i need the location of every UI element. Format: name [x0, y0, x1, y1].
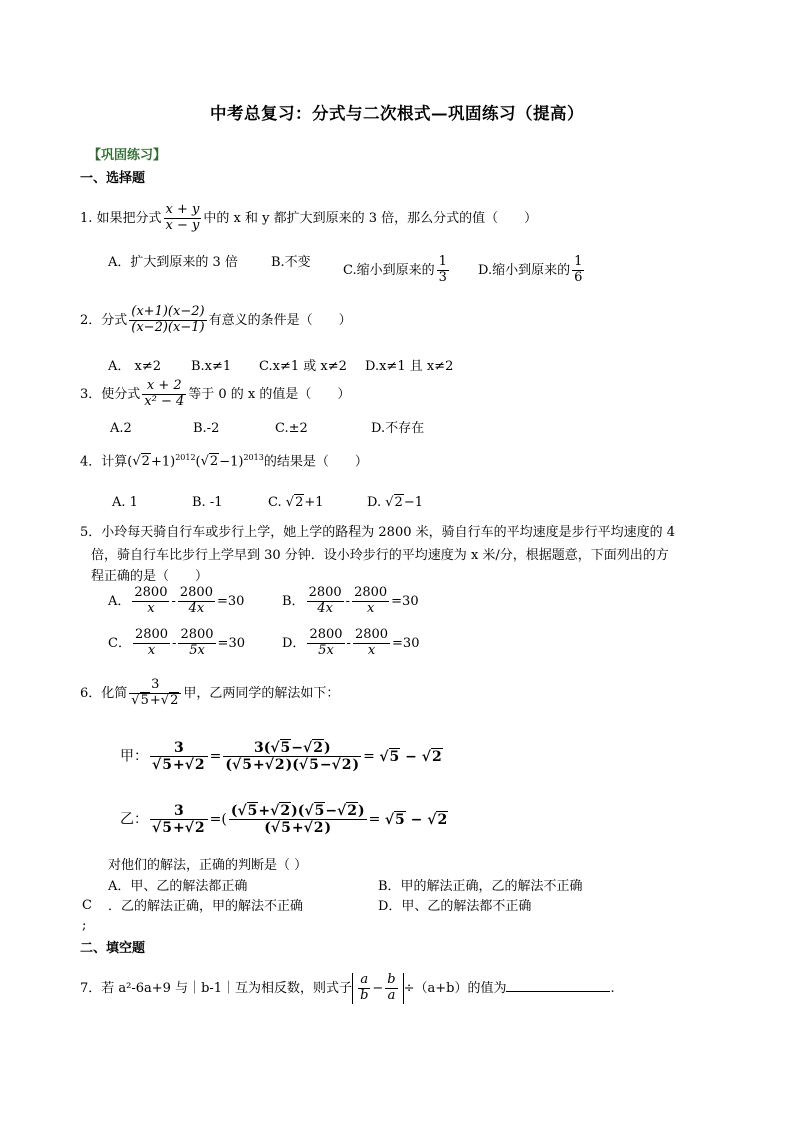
- q1-fraction: $\frac{x + y}{x - y}$: [165, 202, 200, 233]
- question-6: 6．化简 $\frac{3}{√5+√2}$ 甲，乙两同学的解法如下：: [80, 677, 340, 708]
- q3-fraction: $\frac{x + 2}{\text{x² − 4}}$: [144, 378, 185, 409]
- q6-fraction: $\frac{3}{√5+√2}$: [129, 678, 181, 709]
- q2-option-a: A． x≠2: [108, 359, 162, 374]
- question-7: 7．若 a²-6a+9 与｜b-1｜互为相反数，则式子 $\frac{a}{b}$ − $\frac{b}{a}$ ÷（a+b）的值为 .: [80, 972, 615, 1003]
- section-label: 【巩固练习】: [88, 148, 167, 163]
- q5-option-a: A． $\frac{2800}{x}$ - $\frac{2800}{4x}$ =30: [108, 585, 245, 616]
- q6-option-c: ．乙的解法正确，甲的解法不正确: [108, 899, 304, 914]
- q5-option-b: B． $\frac{2800}{4x}$ - $\frac{2800}{x}$ =30: [282, 585, 419, 616]
- q1-option-d: D.缩小到原来的 $\frac{1}{6}$: [478, 254, 583, 285]
- q2-fraction: $\frac{(x+1)(x-2)}{(x-2)(x-1)}$: [131, 304, 205, 335]
- q2-option-d: D.x≠1 且 x≠2: [365, 359, 454, 374]
- q1-option-c: C.缩小到原来的 $\frac{1}{3}$: [343, 254, 447, 285]
- q1-prefix: 1. 如果把分式: [80, 210, 162, 226]
- part-heading-fill: 二、填空题: [80, 941, 146, 956]
- q4-option-d: D. √2−1: [367, 495, 423, 510]
- q6-option-c-label: C: [82, 898, 92, 913]
- q7-absolute-value: $\frac{a}{b}$ − $\frac{b}{a}$: [352, 973, 404, 1004]
- question-3: 3．使分式 $\frac{x + 2}{\text{x² − 4}}$ 等于 0 的 x 的值是（ ）: [80, 378, 351, 409]
- answer-blank[interactable]: [506, 979, 610, 992]
- q1-c-fraction: $\frac{1}{3}$: [438, 254, 447, 285]
- q5-line-2: 倍，骑自行车比步行上学早到 30 分钟．设小玲步行的平均速度为 x 米/分，根据题意，下面列出的方: [91, 548, 669, 563]
- q6-option-b: B．甲的解法正确，乙的解法不正确: [378, 879, 583, 894]
- solution-yi: 乙： $\frac{3}{√5+√2}$ =( $\frac{(√5+√2)(√5-√2)}{(√5+√2)}$ = √5 − √2: [120, 803, 448, 837]
- q5-line-3: 程正确的是（ ）: [91, 569, 209, 584]
- q3-option-b: B.-2: [193, 421, 220, 436]
- sqrt-2: √2: [132, 454, 150, 470]
- q4-option-b: B. -1: [192, 495, 223, 510]
- q4-option-a: A. 1: [112, 495, 138, 510]
- q2-option-b: B.x≠1: [191, 359, 232, 374]
- q5-option-d: D． $\frac{2800}{5x}$ - $\frac{2800}{x}$ =30: [282, 627, 420, 658]
- solution-jia: 甲： $\frac{3}{√5+√2}$ = $\frac{3(√5-√2)}{(√5+√2)(√5-√2)}$ = √5 − √2: [120, 740, 442, 774]
- q6-option-d: D．甲、乙的解法都不正确: [378, 899, 532, 914]
- q5-option-c: C． $\frac{2800}{x}$ - $\frac{2800}{5x}$ =30: [108, 627, 245, 658]
- stray-semicolon: ;: [82, 918, 87, 933]
- q3-option-c: C.±2: [275, 421, 308, 436]
- part-heading-choice: 一、选择题: [80, 171, 146, 186]
- q4-option-c: C. √2+1: [268, 495, 324, 510]
- question-4: 4．计算$(√2+1)^{2012}(√2-1)^{2013}$的结果是（ ）: [80, 453, 368, 470]
- q1-d-fraction: $\frac{1}{6}$: [574, 254, 583, 285]
- q5-line-1: 5．小玲每天骑自行车或步行上学，她上学的路程为 2800 米，骑自行车的平均速度是步行平均速度的 4: [80, 525, 676, 540]
- q1-option-a: A．扩大到原来的 3 倍: [108, 255, 238, 270]
- q3-option-a: A.2: [110, 421, 132, 436]
- question-2: 2．分式 $\frac{(x+1)(x-2)}{(x-2)(x-1)}$ 有意义的条件是（ ）: [80, 304, 352, 335]
- q1-suffix: 中的 x 和 y 都扩大到原来的 3 倍，那么分式的值（ ）: [203, 210, 538, 226]
- q1-option-b: B.不变: [271, 255, 311, 270]
- q6-judge: 对他们的解法，正确的判断是（ ）: [108, 858, 308, 873]
- page-title: 中考总复习：分式与二次根式—巩固练习（提高）: [210, 104, 584, 123]
- q2-option-c: C.x≠1 或 x≠2: [259, 359, 347, 374]
- question-1: [80, 203, 537, 234]
- q3-option-d: D.不存在: [371, 421, 425, 436]
- q6-option-a: A．甲、乙的解法都正确: [108, 879, 248, 894]
